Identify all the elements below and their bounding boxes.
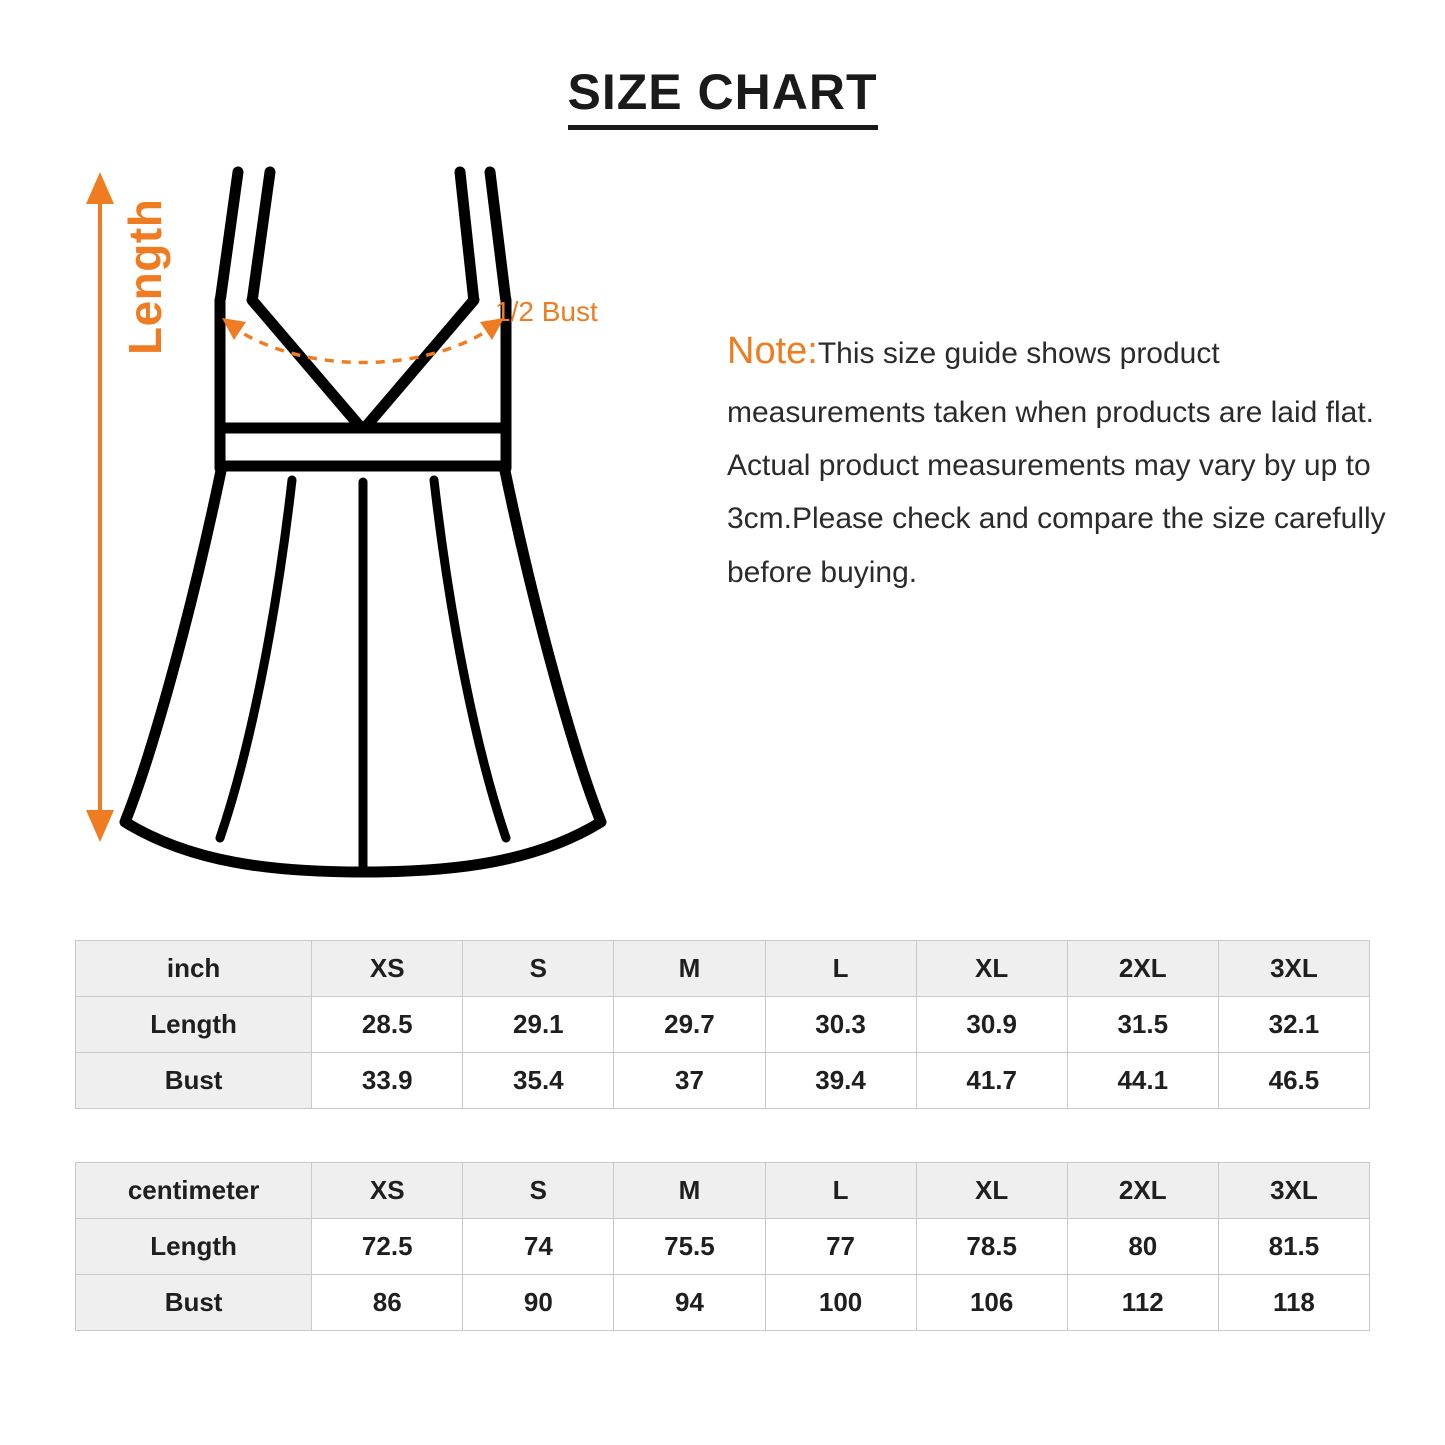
table-row-header	[76, 941, 1370, 997]
cell-inch-length-l: 30.3	[765, 997, 916, 1053]
cell-cm-length-xs: 72.5	[312, 1219, 463, 1275]
cell-inch-bust-xs: 33.9	[312, 1053, 463, 1109]
table-row	[76, 1053, 1370, 1109]
cell-inch-bust-l: 39.4	[765, 1053, 916, 1109]
cell-cm-length-m: 75.5	[614, 1219, 765, 1275]
cell-cm-length-xl: 78.5	[916, 1219, 1067, 1275]
cell-cm-bust-xs: 86	[312, 1275, 463, 1331]
size-note	[727, 318, 1397, 599]
bust-dimension-label: 1/2 Bust	[495, 296, 598, 327]
cell-inch-bust-xl: 41.7	[916, 1053, 1067, 1109]
note-prefix: Note:	[727, 330, 818, 372]
cell-cm-length-2xl: 80	[1067, 1219, 1218, 1275]
cell-inch-length-2xl: 31.5	[1067, 997, 1218, 1053]
col-header-2xl: 2XL	[1067, 941, 1218, 997]
row-header-bust: Bust	[76, 1053, 312, 1109]
col-header-cm-2xl: 2XL	[1067, 1163, 1218, 1219]
col-header-l: L	[765, 941, 916, 997]
col-header-cm-s: S	[463, 1163, 614, 1219]
col-header-cm-3xl: 3XL	[1218, 1163, 1369, 1219]
col-header-cm-m: M	[614, 1163, 765, 1219]
table-row-header	[76, 1163, 1370, 1219]
cell-inch-length-3xl: 32.1	[1218, 997, 1369, 1053]
cell-cm-bust-3xl: 118	[1218, 1275, 1369, 1331]
cell-inch-bust-s: 35.4	[463, 1053, 614, 1109]
col-header-xl: XL	[916, 941, 1067, 997]
unit-cell-centimeter: centimeter	[76, 1163, 312, 1219]
cell-cm-bust-xl: 106	[916, 1275, 1067, 1331]
cell-cm-length-l: 77	[765, 1219, 916, 1275]
page-title: SIZE CHART	[568, 66, 878, 130]
table-row	[76, 997, 1370, 1053]
cell-cm-length-3xl: 81.5	[1218, 1219, 1369, 1275]
size-table-inch	[75, 940, 1370, 1109]
cell-inch-bust-m: 37	[614, 1053, 765, 1109]
col-header-cm-xl: XL	[916, 1163, 1067, 1219]
unit-cell-inch: inch	[76, 941, 312, 997]
cell-inch-length-m: 29.7	[614, 997, 765, 1053]
col-header-s: S	[463, 941, 614, 997]
length-dimension-label: Length	[119, 198, 171, 355]
row-header-length: Length	[76, 997, 312, 1053]
cell-inch-length-s: 29.1	[463, 997, 614, 1053]
page-title-container	[0, 66, 1445, 130]
col-header-m: M	[614, 941, 765, 997]
col-header-cm-xs: XS	[312, 1163, 463, 1219]
row-header-cm-bust: Bust	[76, 1275, 312, 1331]
length-arrow	[86, 172, 114, 842]
cell-inch-length-xs: 28.5	[312, 997, 463, 1053]
table-row	[76, 1219, 1370, 1275]
dress-outline	[125, 172, 601, 872]
cell-cm-length-s: 74	[463, 1219, 614, 1275]
col-header-xs: XS	[312, 941, 463, 997]
cell-cm-bust-s: 90	[463, 1275, 614, 1331]
table-row	[76, 1275, 1370, 1331]
size-table-centimeter	[75, 1162, 1370, 1331]
col-header-cm-l: L	[765, 1163, 916, 1219]
row-header-cm-length: Length	[76, 1219, 312, 1275]
cell-inch-bust-2xl: 44.1	[1067, 1053, 1218, 1109]
cell-cm-bust-m: 94	[614, 1275, 765, 1331]
col-header-3xl: 3XL	[1218, 941, 1369, 997]
cell-cm-bust-2xl: 112	[1067, 1275, 1218, 1331]
cell-inch-length-xl: 30.9	[916, 997, 1067, 1053]
cell-inch-bust-3xl: 46.5	[1218, 1053, 1369, 1109]
note-text: This size guide shows product measurements taken when products are laid flat. Actual product measurements may vary by up to 3cm.Please check and compare the size carefully before buying.	[727, 337, 1386, 589]
cell-cm-bust-l: 100	[765, 1275, 916, 1331]
